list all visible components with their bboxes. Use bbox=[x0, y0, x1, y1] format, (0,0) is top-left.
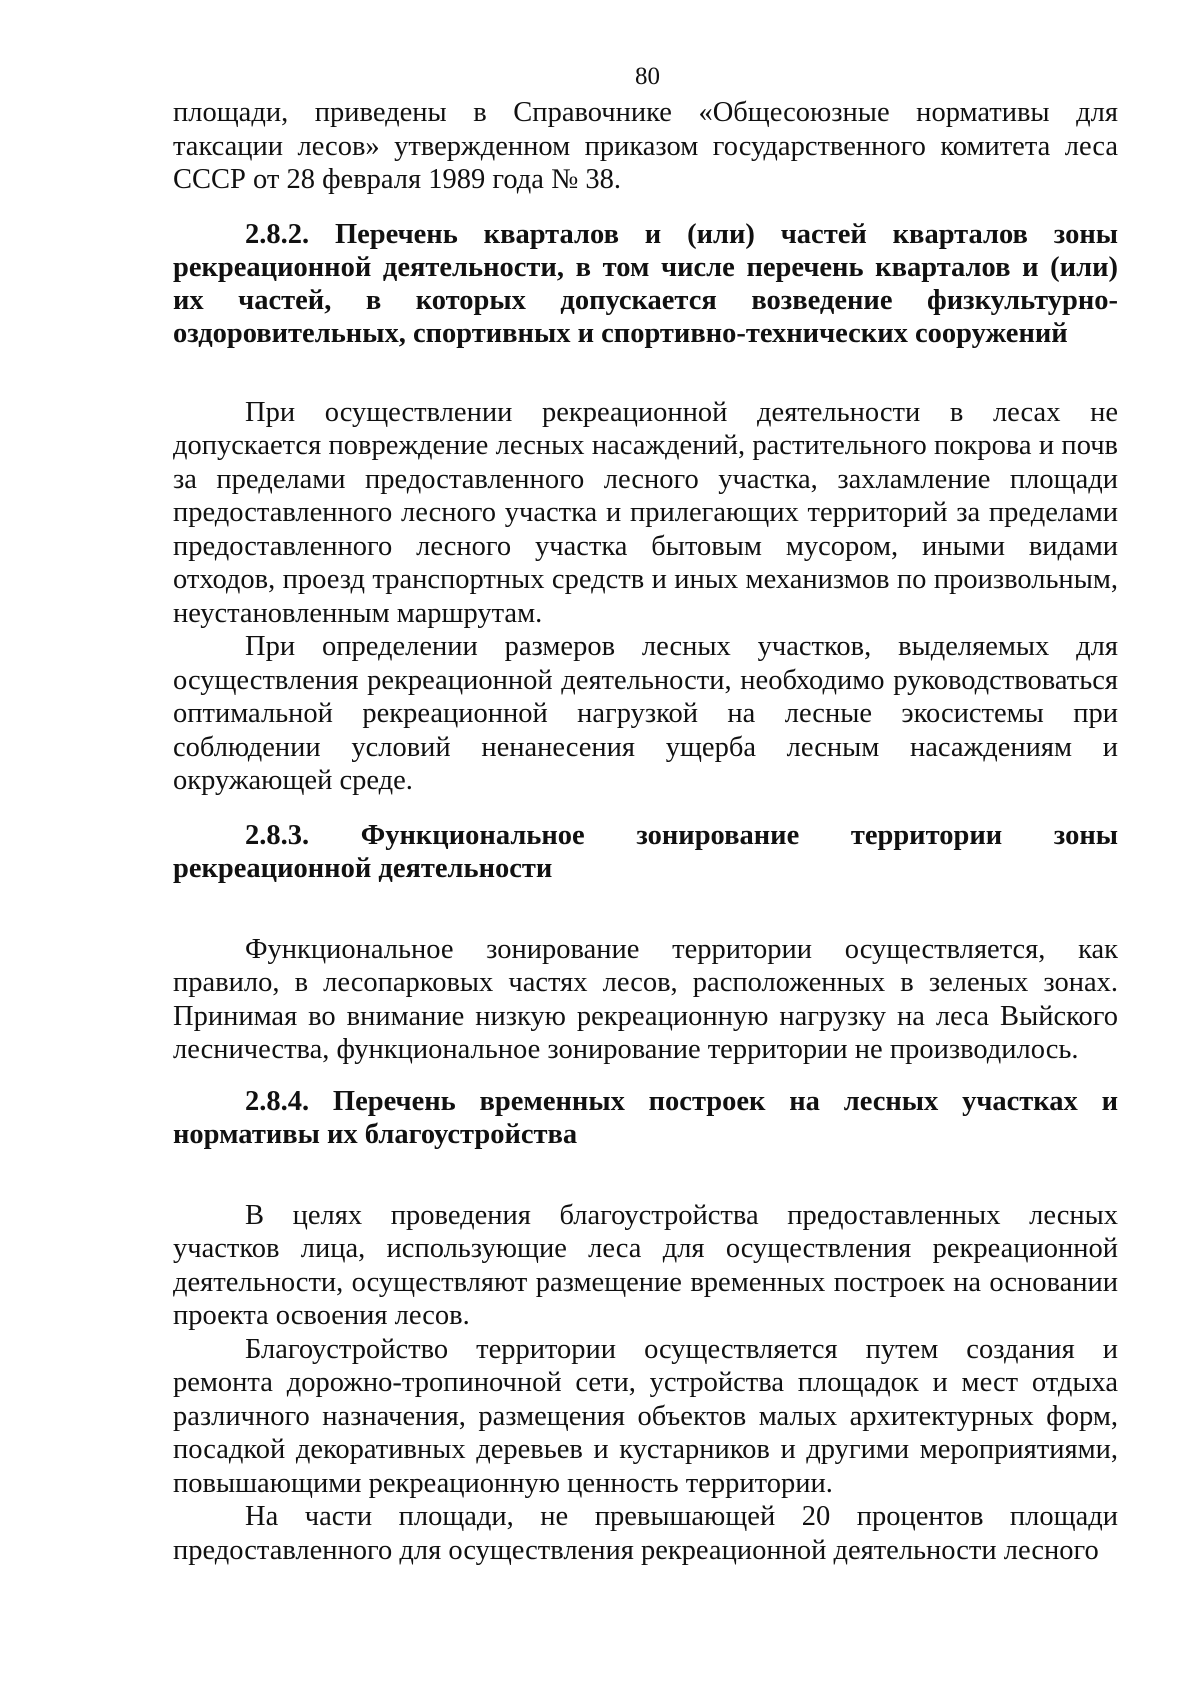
page-number: 80 bbox=[635, 63, 660, 90]
section-2-8-4-paragraph-1: В целях проведения благоустройства предоставленных лесных участков лица, использующие леса для осуществления рекреационной деятельности, осуществляют размещение временных построек на основании проекта освоения лесов. bbox=[173, 1199, 1118, 1331]
section-heading-2-8-3: 2.8.3. Функциональное зонирование территории зоны рекреационной деятельности bbox=[173, 819, 1118, 884]
section-heading-2-8-4: 2.8.4. Перечень временных построек на лесных участках и нормативы их благоустройства bbox=[173, 1085, 1118, 1150]
intro-paragraph: площади, приведены в Справочнике «Общесоюзные нормативы для таксации лесов» утвержденном приказом государственного комитета леса СССР от 28 февраля 1989 года № 38. bbox=[173, 97, 1118, 195]
section-2-8-4-paragraph-2: Благоустройство территории осуществляется путем создания и ремонта дорожно-тропиночной сети, устройства площадок и мест отдыха различного назначения, размещения объектов малых архитектурных форм, посадкой декоративных деревьев и кустарников и другими мероприятиями, повышающими рекреационную ценность территории. bbox=[173, 1333, 1118, 1499]
document-page bbox=[173, 62, 1118, 1567]
section-2-8-2-paragraph-1: При осуществлении рекреационной деятельности в лесах не допускается повреждение лесных насаждений, растительного покрова и почв за пределами предоставленного лесного участка, захламление площади предоставленного лесного участка и прилегающих территорий за пределами предоставленного лесного участка бытовым мусором, иными видами отходов, проезд транспортных средств и иных механизмов по произвольным, неустановленным маршрутам. bbox=[173, 396, 1118, 629]
section-2-8-4-paragraph-3: На части площади, не превышающей 20 процентов площади предоставленного для осуществления рекреационной деятельности лесного bbox=[173, 1501, 1118, 1566]
section-heading-2-8-2: 2.8.2. Перечень кварталов и (или) частей кварталов зоны рекреационной деятельности, в том числе перечень кварталов и (или) их частей, в которых допускается возведение физкультурно-оздоровительных, спортивных и спортивно-технических сооружений bbox=[173, 218, 1118, 349]
section-2-8-2-paragraph-2: При определении размеров лесных участков, выделяемых для осуществления рекреационной деятельности, необходимо руководствоваться оптимальной рекреационной нагрузкой на лесные экосистемы при соблюдении условий ненанесения ущерба лесным насаждениям и окружающей среде. bbox=[173, 631, 1118, 796]
section-2-8-3-paragraph-1: Функциональное зонирование территории осуществляется, как правило, в лесопарковых частях лесов, расположенных в зеленых зонах. Принимая во внимание низкую рекреационную нагрузку на леса Выйского лесничества, функциональное зонирование территории не производилось. bbox=[173, 933, 1118, 1065]
